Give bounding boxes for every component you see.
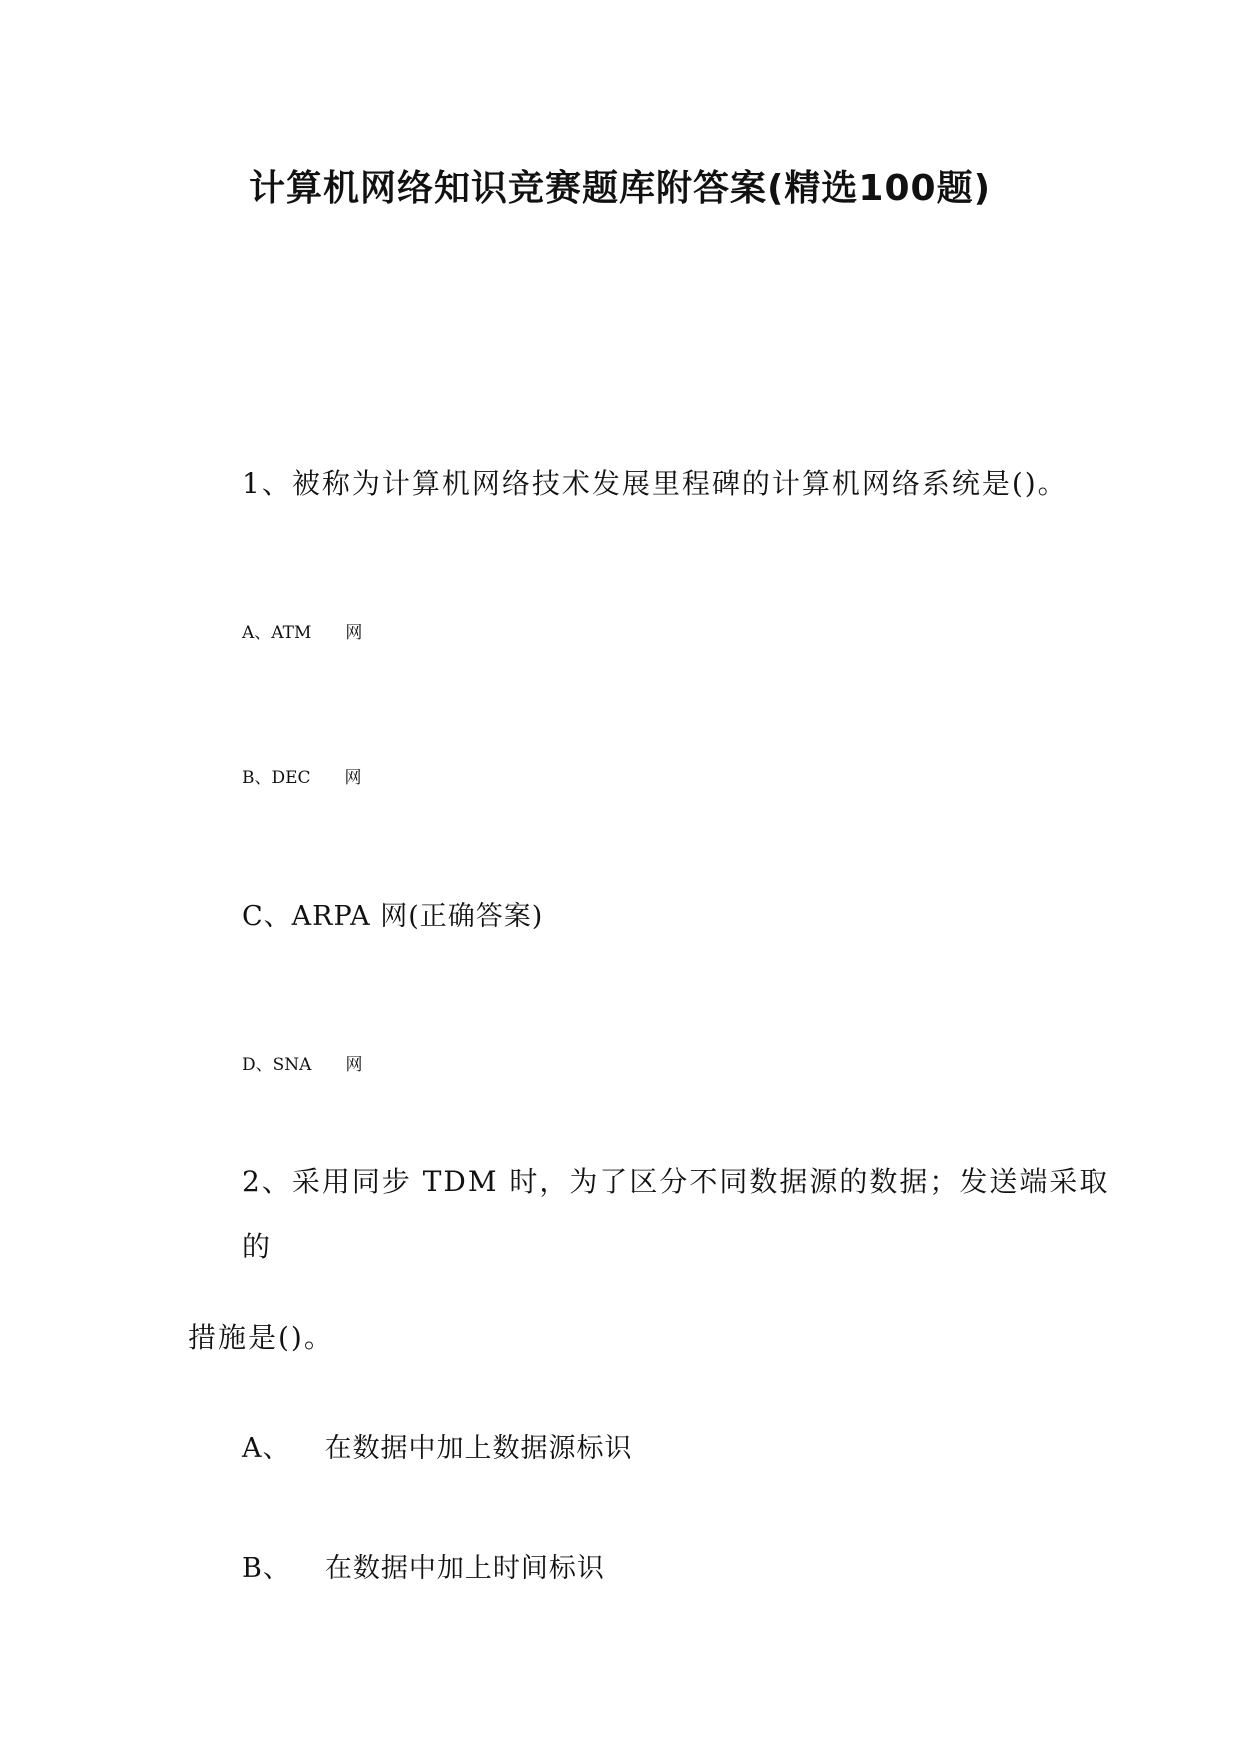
question-1-text: 1、被称为计算机网络技术发展里程碑的计算机网络系统是()。 bbox=[242, 467, 1068, 500]
option-text: 在数据中加上时间标识 bbox=[324, 1553, 605, 1584]
option-suffix: 网 bbox=[345, 623, 363, 643]
question-2-text-line1: 2、采用同步 TDM 时，为了区分不同数据源的数据；发送端采取 bbox=[242, 1165, 1110, 1198]
question-1-option-c: C、ARPA 网(正确答案) bbox=[242, 901, 544, 932]
option-suffix: 网 bbox=[344, 768, 362, 788]
option-label: A、 bbox=[242, 1433, 291, 1464]
question-2-text-line3: 措施是()。 bbox=[188, 1321, 334, 1354]
question-1-option-a bbox=[242, 618, 362, 643]
page-title: 计算机网络知识竞赛题库附答案(精选100题) bbox=[248, 168, 992, 209]
question-1-option-d bbox=[242, 1050, 362, 1075]
question-2-option-a bbox=[242, 1426, 633, 1465]
option-suffix: 网 bbox=[345, 1055, 363, 1075]
question-2-text-line2: 的 bbox=[242, 1230, 273, 1263]
option-label: A、ATM bbox=[242, 623, 312, 643]
option-label: D、SNA bbox=[242, 1055, 312, 1075]
question-2-option-b bbox=[242, 1546, 605, 1585]
option-label: B、DEC bbox=[242, 768, 311, 788]
question-1-option-b bbox=[242, 763, 362, 788]
option-label: B、 bbox=[242, 1553, 291, 1584]
option-text: 在数据中加上数据源标识 bbox=[324, 1433, 633, 1464]
